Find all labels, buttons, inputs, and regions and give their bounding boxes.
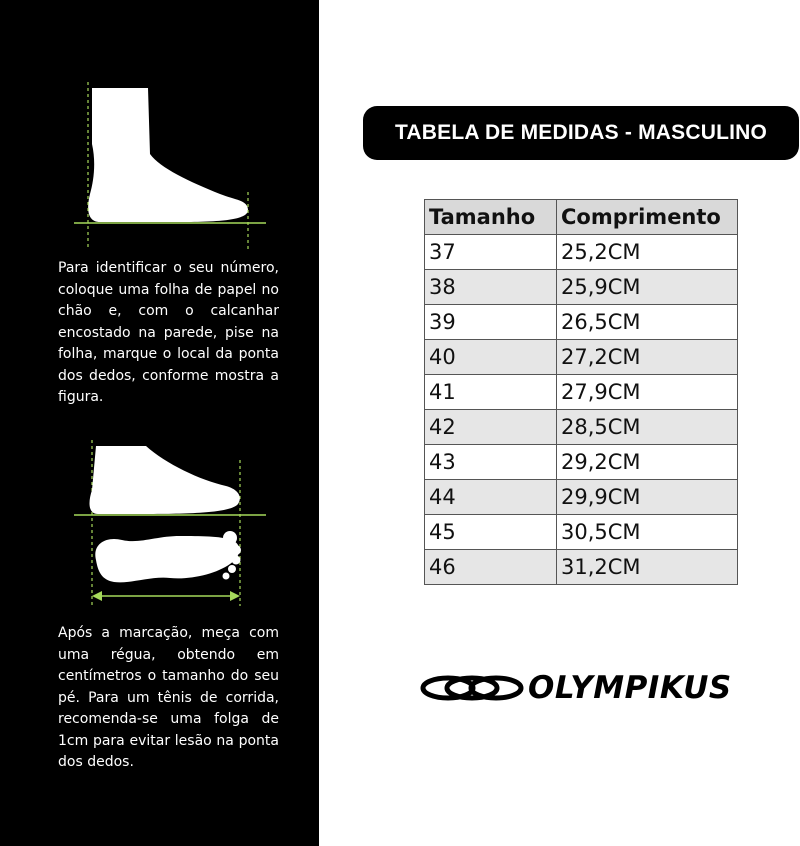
size-cell: 41 bbox=[425, 375, 557, 410]
length-cell: 30,5CM bbox=[557, 515, 738, 550]
brand-logo bbox=[420, 665, 732, 711]
instructions-panel bbox=[0, 0, 319, 846]
length-cell: 25,9CM bbox=[557, 270, 738, 305]
size-cell: 43 bbox=[425, 445, 557, 480]
table-row bbox=[425, 410, 738, 445]
size-cell: 37 bbox=[425, 235, 557, 270]
size-cell: 39 bbox=[425, 305, 557, 340]
header-size: Tamanho bbox=[425, 200, 557, 235]
table-row bbox=[425, 445, 738, 480]
size-chart-title: TABELA DE MEDIDAS - MASCULINO bbox=[363, 106, 799, 160]
table-row bbox=[425, 340, 738, 375]
length-cell: 27,9CM bbox=[557, 375, 738, 410]
length-cell: 31,2CM bbox=[557, 550, 738, 585]
header-length: Comprimento bbox=[557, 200, 738, 235]
size-cell: 40 bbox=[425, 340, 557, 375]
length-cell: 29,2CM bbox=[557, 445, 738, 480]
table-row bbox=[425, 270, 738, 305]
table-row bbox=[425, 305, 738, 340]
table-header-row bbox=[425, 200, 738, 235]
table-row bbox=[425, 550, 738, 585]
length-cell: 26,5CM bbox=[557, 305, 738, 340]
foot-measuring-illustration bbox=[70, 440, 270, 610]
table-row bbox=[425, 515, 738, 550]
table-row bbox=[425, 235, 738, 270]
size-cell: 44 bbox=[425, 480, 557, 515]
brand-name: OLYMPIKUS bbox=[528, 670, 732, 706]
length-cell: 28,5CM bbox=[557, 410, 738, 445]
instructions-step1-text: Para identificar o seu número, coloque uma folha de papel no chão e, com o calcanhar encostado na parede, pise na folha, marque o local da ponta dos dedos, conforme mostra a figura. bbox=[58, 260, 279, 405]
olympikus-emblem-icon bbox=[420, 668, 524, 708]
length-cell: 27,2CM bbox=[557, 340, 738, 375]
table-row bbox=[425, 375, 738, 410]
size-cell: 45 bbox=[425, 515, 557, 550]
length-cell: 25,2CM bbox=[557, 235, 738, 270]
foot-side-view-illustration bbox=[70, 82, 270, 252]
length-cell: 29,9CM bbox=[557, 480, 738, 515]
size-cell: 46 bbox=[425, 550, 557, 585]
table-row bbox=[425, 480, 738, 515]
size-chart-table bbox=[424, 199, 738, 585]
instructions-step2-text: Após a marcação, meça com uma régua, obtendo em centímetros o tamanho do seu pé. Para um tênis de corrida, recomenda-se uma folga de 1cm para evitar lesão na ponta dos dedos. bbox=[58, 625, 279, 770]
size-cell: 38 bbox=[425, 270, 557, 305]
size-cell: 42 bbox=[425, 410, 557, 445]
